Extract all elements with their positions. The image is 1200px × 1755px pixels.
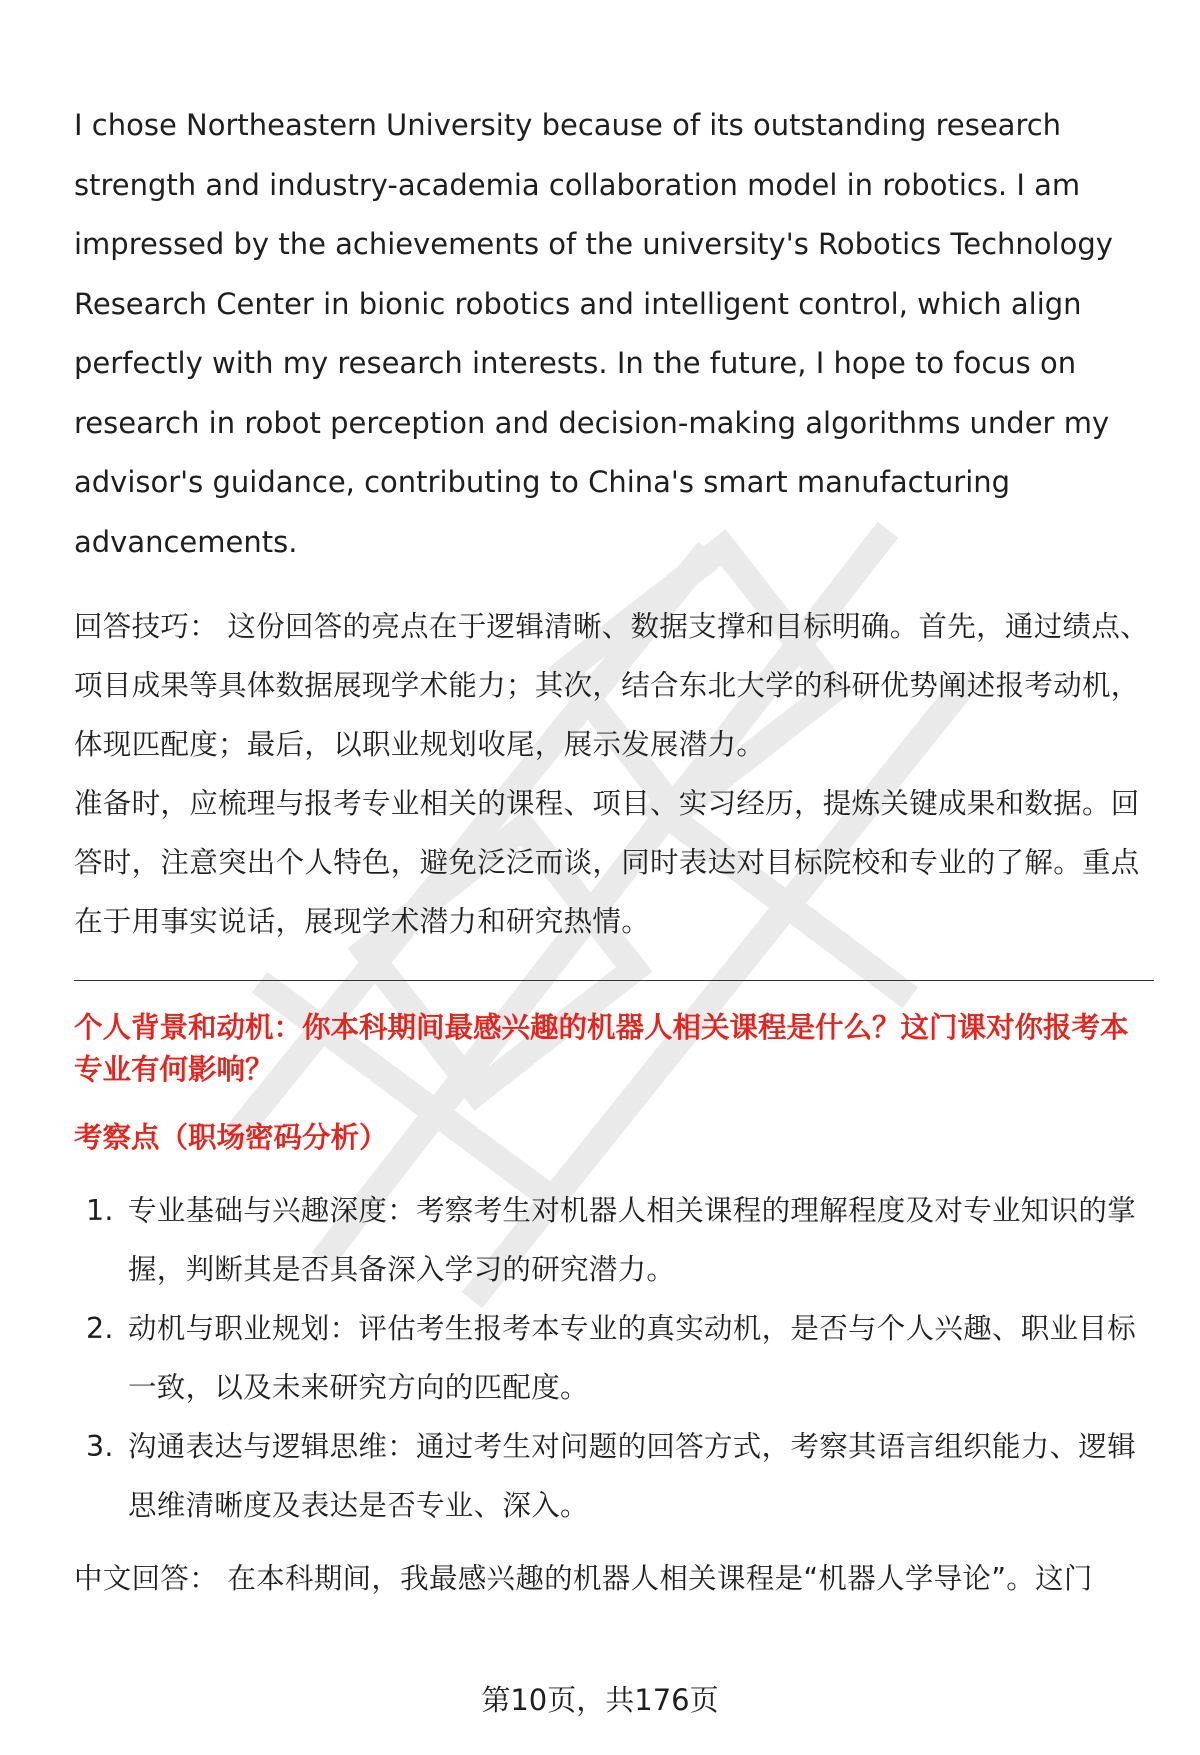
question-title: 个人背景和动机：你本科期间最感兴趣的机器人相关课程是什么？这门课对你报考本专业有何影响？ — [74, 1011, 1129, 1086]
answer-tips-paragraph: 回答技巧： 这份回答的亮点在于逻辑清晰、数据支撑和目标明确。首先，通过绩点、项目成果等具体数据展现学术能力；其次，结合东北大学的科研优势阐述报考动机，体现匹配度；最后，以职业规划收尾，展示发展潜力。 — [74, 610, 1149, 761]
evaluation-points-list — [74, 1181, 1154, 1535]
document-page — [74, 96, 1154, 1637]
list-item — [74, 1299, 1154, 1417]
answer-tips-block — [74, 597, 1154, 951]
evaluation-points-heading: 考察点（职场密码分析） — [74, 1121, 388, 1154]
english-answer-paragraph: I chose Northeastern University because of its outstanding research strength and industry-academia collaboration model in robotics. I am impressed by the achievements of the university's Robotics Technology Research Center in bionic robotics and intelligent control, which align perfectly with my research interests. In the future, I hope to focus on research in robot perception and decision-making algorithms under my advisor's guidance, contributing to China's smart manufacturing advancements. — [74, 108, 1113, 559]
chinese-answer-start: 中文回答： 在本科期间，我最感兴趣的机器人相关课程是“机器人学导论”。这门 — [74, 1562, 1093, 1595]
list-item-number: 2. — [86, 1312, 114, 1345]
page-number-footer: 第10页，共176页 — [481, 1683, 719, 1717]
list-item-number: 3. — [86, 1430, 114, 1463]
list-item-text: 动机与职业规划：评估考生报考本专业的真实动机，是否与个人兴趣、职业目标一致，以及未来研究方向的匹配度。 — [128, 1312, 1137, 1404]
list-item-text: 沟通表达与逻辑思维：通过考生对问题的回答方式，考察其语言组织能力、逻辑思维清晰度及表达是否专业、深入。 — [128, 1430, 1137, 1522]
preparation-tips-paragraph: 准备时，应梳理与报考专业相关的课程、项目、实习经历，提炼关键成果和数据。回答时，注意突出个人特色，避免泛泛而谈，同时表达对目标院校和专业的了解。重点在于用事实说话，展现学术潜力和研究热情。 — [74, 787, 1140, 938]
list-item-text: 专业基础与兴趣深度：考察考生对机器人相关课程的理解程度及对专业知识的掌握，判断其是否具备深入学习的研究潜力。 — [128, 1194, 1137, 1286]
list-item — [74, 1417, 1154, 1535]
list-item-number: 1. — [86, 1194, 114, 1227]
section-divider — [74, 980, 1154, 981]
list-item — [74, 1181, 1154, 1299]
